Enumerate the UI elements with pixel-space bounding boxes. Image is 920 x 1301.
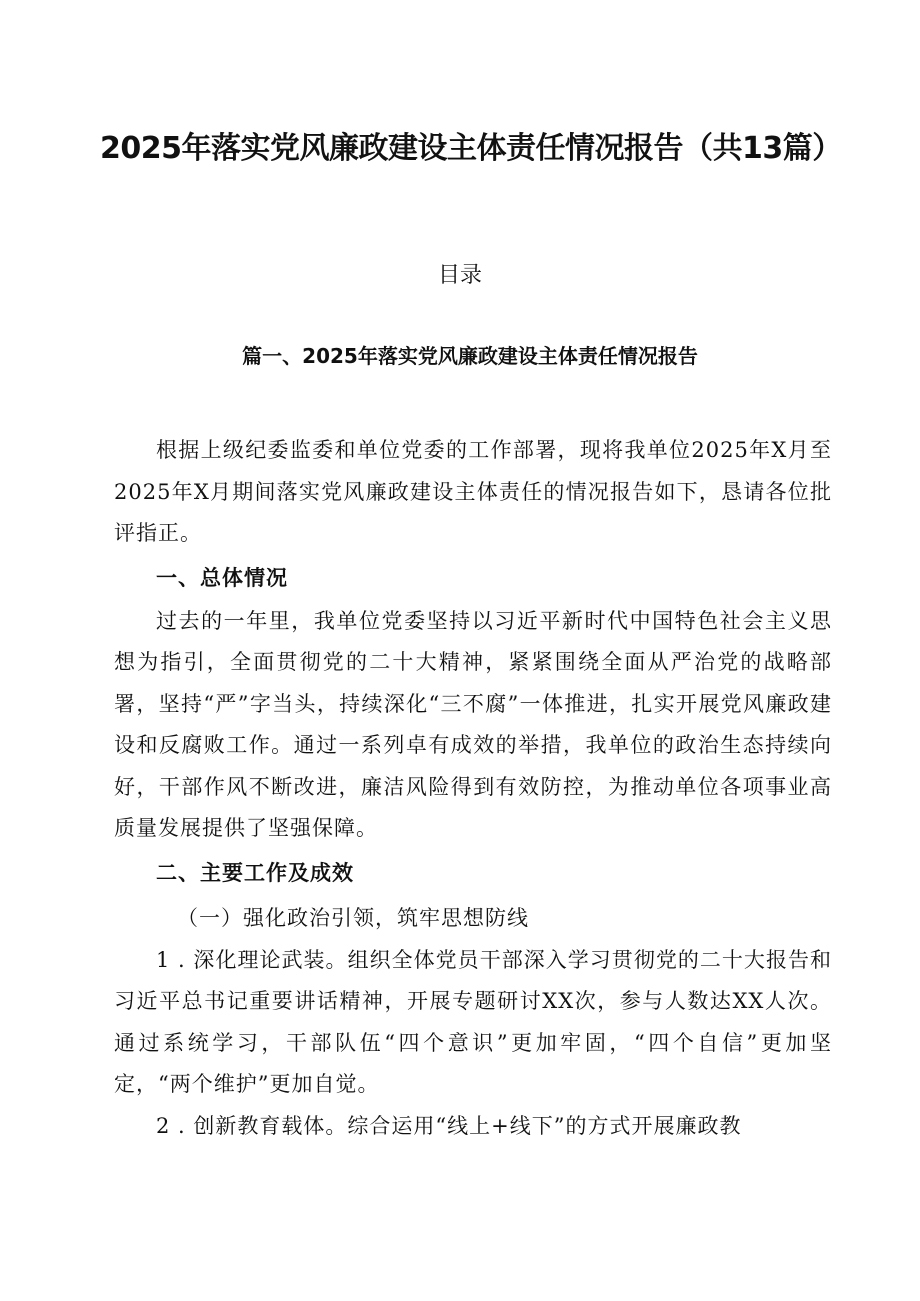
item-1-paragraph: 1 . 深化理论武装。组织全体党员干部深入学习贯彻党的二十大报告和习近平总书记重要讲话精神，开展专题研讨XX次，参与人数达XX人次。通过系统学习，干部队伍“四个意识”更加牢固，“四个自信”更加坚定，“两个维护”更加自觉。 — [114, 947, 832, 1096]
document-title: 2025年落实党风廉政建设主体责任情况报告（共13篇） — [100, 131, 842, 166]
section-1-heading: 一、总体情况 — [156, 565, 288, 590]
section-1-paragraph: 过去的一年里，我单位党委坚持以习近平新时代中国特色社会主义思想为指引，全面贯彻党的二十大精神，紧紧围绕全面从严治党的战略部署，坚持“严”字当头，持续深化“三不腐”一体推进，扎实开展党风廉政建设和反腐败工作。通过一系列卓有成效的举措，我单位的政治生态持续向好，干部作风不断改进，廉洁风险得到有效防控，为推动单位各项事业高质量发展提供了坚强保障。 — [114, 608, 832, 840]
item-2-paragraph: 2 . 创新教育载体。综合运用“线上+线下”的方式开展廉政教 — [156, 1113, 742, 1138]
section-2-heading: 二、主要工作及成效 — [156, 860, 354, 885]
document-body — [114, 430, 832, 1147]
intro-paragraph: 根据上级纪委监委和单位党委的工作部署，现将我单位2025年X月至2025年X月期间落实党风廉政建设主体责任的情况报告如下，恳请各位批评指正。 — [114, 438, 832, 545]
toc-item-1[interactable]: 篇一、2025年落实党风廉政建设主体责任情况报告 — [242, 344, 698, 368]
subsection-1-heading: （一）强化政治引领，筑牢思想防线 — [177, 905, 529, 930]
toc-heading: 目录 — [437, 263, 482, 288]
